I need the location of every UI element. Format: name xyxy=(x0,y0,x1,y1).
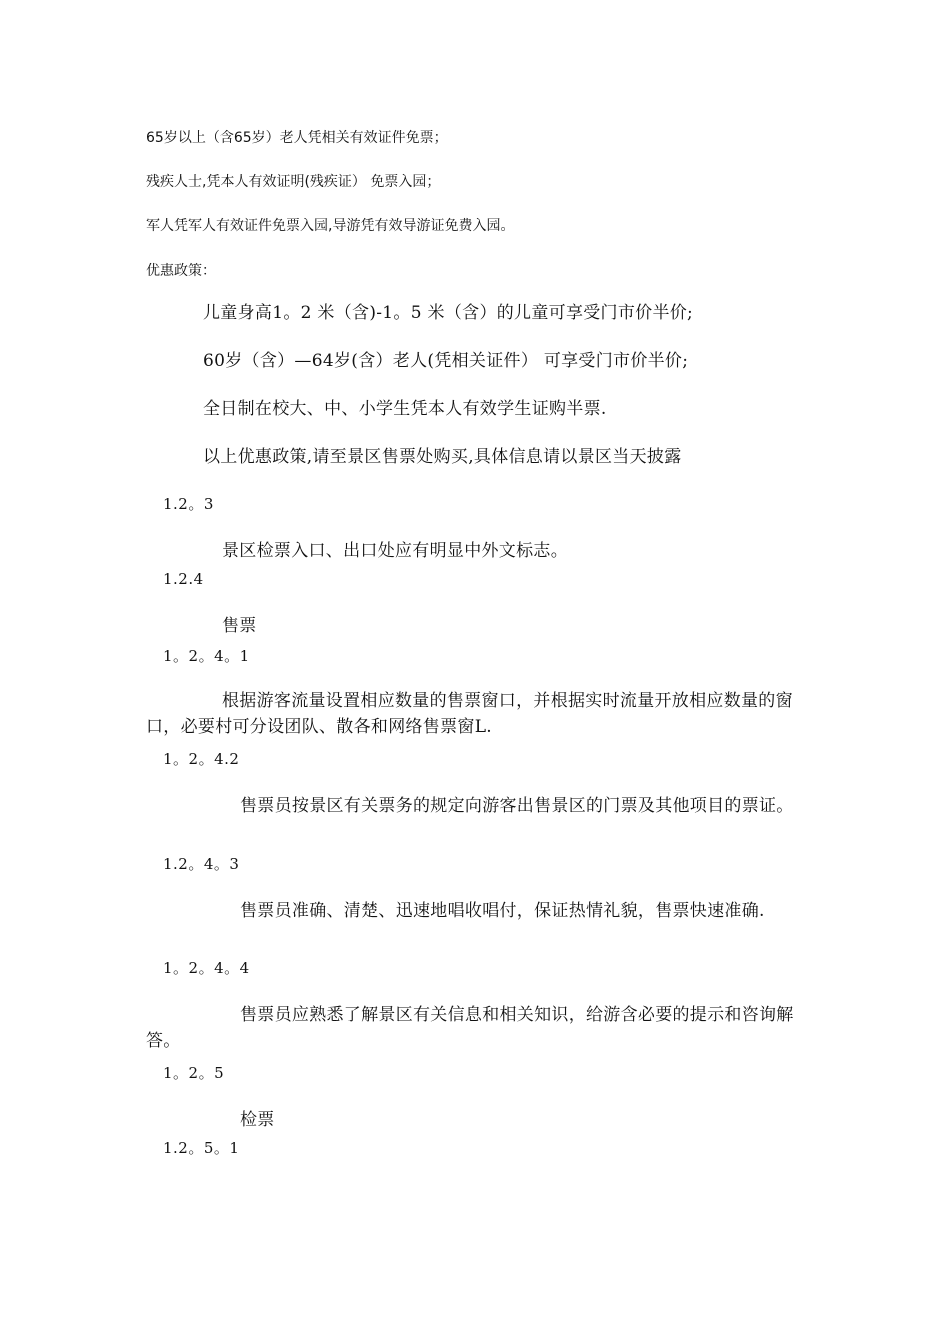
section-text: 售票员应熟悉了解景区有关信息和相关知识，给游含必要的提示和咨询解答。 xyxy=(146,1005,794,1051)
section-number: 1。2。4。1 xyxy=(163,647,250,665)
section-number: 1.2.4 xyxy=(163,570,204,588)
free-entry-disabled: 残疾人士,凭本人有效证明(残疾证） 免票入园； xyxy=(146,174,441,190)
discount-children: 儿童身高1。2 米（含)-1。5 米（含）的儿童可享受门市价半价; xyxy=(203,303,694,323)
section-number: 1。2。4。4 xyxy=(163,959,250,977)
section-text: 景区检票入口、出口处应有明显中外文标志。 xyxy=(222,541,568,561)
free-entry-elderly: 65岁以上（含65岁）老人凭相关有效证件免票； xyxy=(146,130,448,146)
section-number: 1.2。3 xyxy=(163,495,214,513)
section-text: 售票员准确、清楚、迅速地唱收唱付，保证热情礼貌，售票快速准确. xyxy=(240,901,765,921)
section-text: 售票员按景区有关票务的规定向游客出售景区的门票及其他项目的票证。 xyxy=(240,796,794,816)
section-number: 1.2。4。3 xyxy=(163,855,240,873)
section-number: 1。2。5 xyxy=(163,1064,225,1082)
section-heading: 售票 xyxy=(222,616,257,636)
discount-note: 以上优惠政策,请至景区售票处购买,具体信息请以景区当天披露 xyxy=(203,447,682,467)
section-text: 根据游客流量设置相应数量的售票窗口，并根据实时流量开放相应数量的窗口，必要村可分设团队、散各和网络售票窗L. xyxy=(146,691,793,737)
free-entry-military-guides: 军人凭军人有效证件免票入园,导游凭有效导游证免费入园。 xyxy=(146,218,515,234)
section-number: 1.2。5。1 xyxy=(163,1139,240,1157)
discount-heading: 优惠政策： xyxy=(146,263,216,279)
section-number: 1。2。4.2 xyxy=(163,750,240,768)
section-heading: 检票 xyxy=(240,1110,275,1130)
discount-elderly: 60岁（含）—64岁(含）老人(凭相关证件） 可享受门市价半价; xyxy=(203,351,689,371)
discount-students: 全日制在校大、中、小学生凭本人有效学生证购半票. xyxy=(203,399,607,419)
